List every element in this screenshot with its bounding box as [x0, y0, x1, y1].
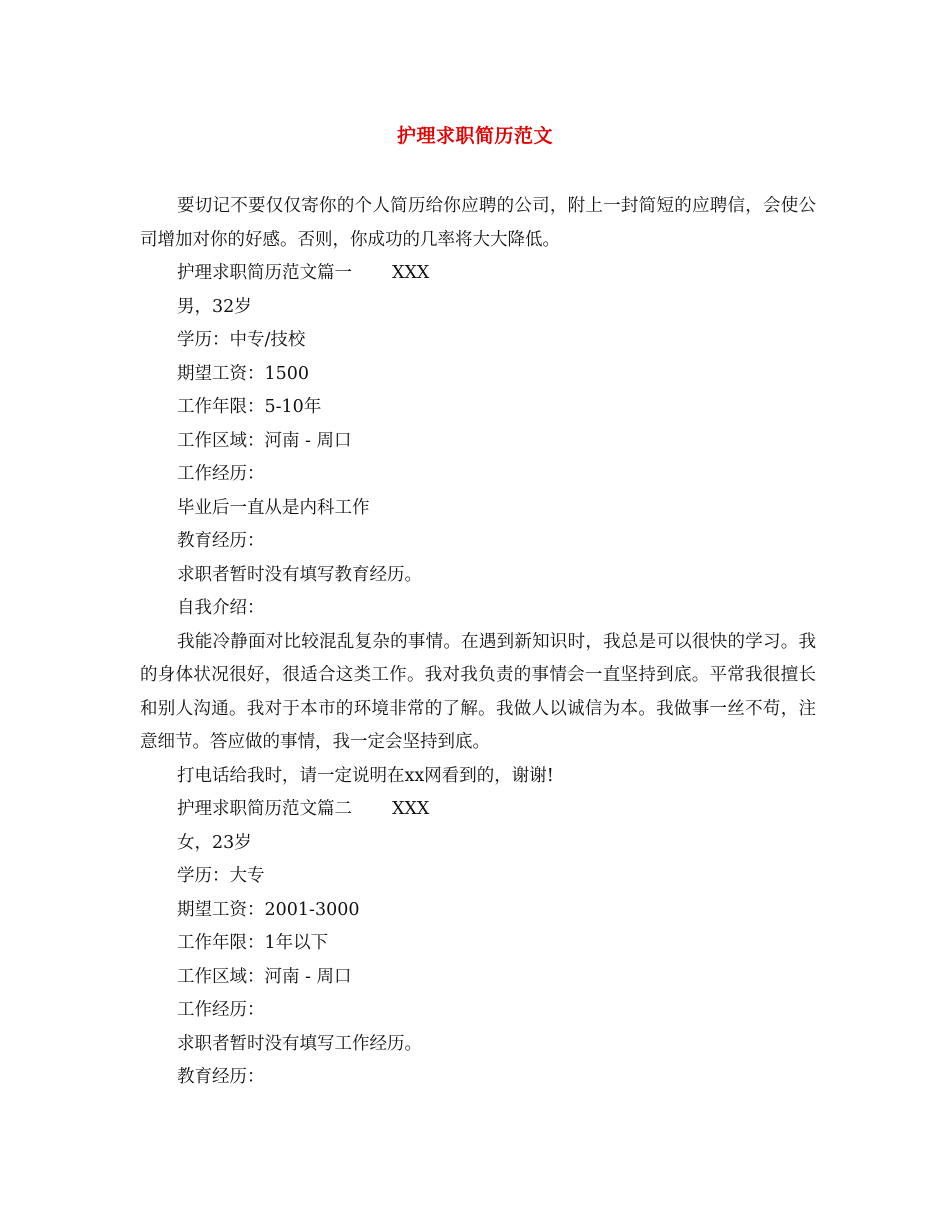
resume1-heading-line — [140, 257, 816, 291]
resume1-years: 工作年限：5-10年 — [177, 397, 322, 417]
resume1-work-label: 工作经历： — [177, 464, 265, 484]
resume1-gender-age: 男，32岁 — [177, 296, 252, 317]
resume2-region: 工作区域：河南 - 周口 — [177, 966, 352, 987]
resume2-salary: 期望工资：2001-3000 — [177, 899, 360, 920]
resume1-name: XXX — [392, 263, 430, 283]
resume1-edu: 求职者暂时没有填写教育经历。 — [177, 564, 422, 585]
resume1-edu-label: 教育经历： — [177, 531, 265, 551]
resume1-education: 学历：中专/技校 — [177, 330, 306, 350]
resume2-work: 求职者暂时没有填写工作经历。 — [177, 1033, 422, 1054]
resume1-call-note: 打电话给我时，请一定说明在xx网看到的，谢谢! — [177, 765, 554, 786]
document-body — [140, 190, 816, 1095]
resume2-heading: 护理求职简历范文篇二 — [177, 799, 352, 819]
resume2-years: 工作年限：1年以下 — [177, 933, 329, 953]
resume1-work: 毕业后一直从是内科工作 — [177, 497, 370, 518]
document-title: 护理求职简历范文 — [396, 125, 553, 147]
resume2-name: XXX — [392, 799, 430, 819]
resume1-salary: 期望工资：1500 — [177, 363, 310, 384]
resume2-edu-label: 教育经历： — [177, 1067, 265, 1087]
resume2-gender-age: 女，23岁 — [177, 832, 252, 853]
resume2-work-label: 工作经历： — [177, 1000, 265, 1020]
intro-paragraph: 要切记不要仅仅寄你的个人简历给你应聘的公司，附上一封简短的应聘信，会使公司增加对你的好感。否则，你成功的几率将大大降低。 — [140, 196, 816, 250]
resume1-self-intro: 我能冷静面对比较混乱复杂的事情。在遇到新知识时，我总是可以很快的学习。我的身体状况很好，很适合这类工作。我对我负责的事情会一直坚持到底。平常我很擅长和别人沟通。我对于本市的环境非常的了解。我做人以诚信为本。我做事一丝不苟，注意细节。答应做的事情，我一定会坚持到底。 — [140, 631, 816, 752]
resume1-self-label: 自我介绍： — [177, 598, 265, 618]
resume2-education: 学历：大专 — [177, 866, 265, 886]
resume2-heading-line — [140, 793, 816, 827]
resume1-heading: 护理求职简历范文篇一 — [177, 263, 352, 283]
resume1-region: 工作区域：河南 - 周口 — [177, 430, 352, 451]
